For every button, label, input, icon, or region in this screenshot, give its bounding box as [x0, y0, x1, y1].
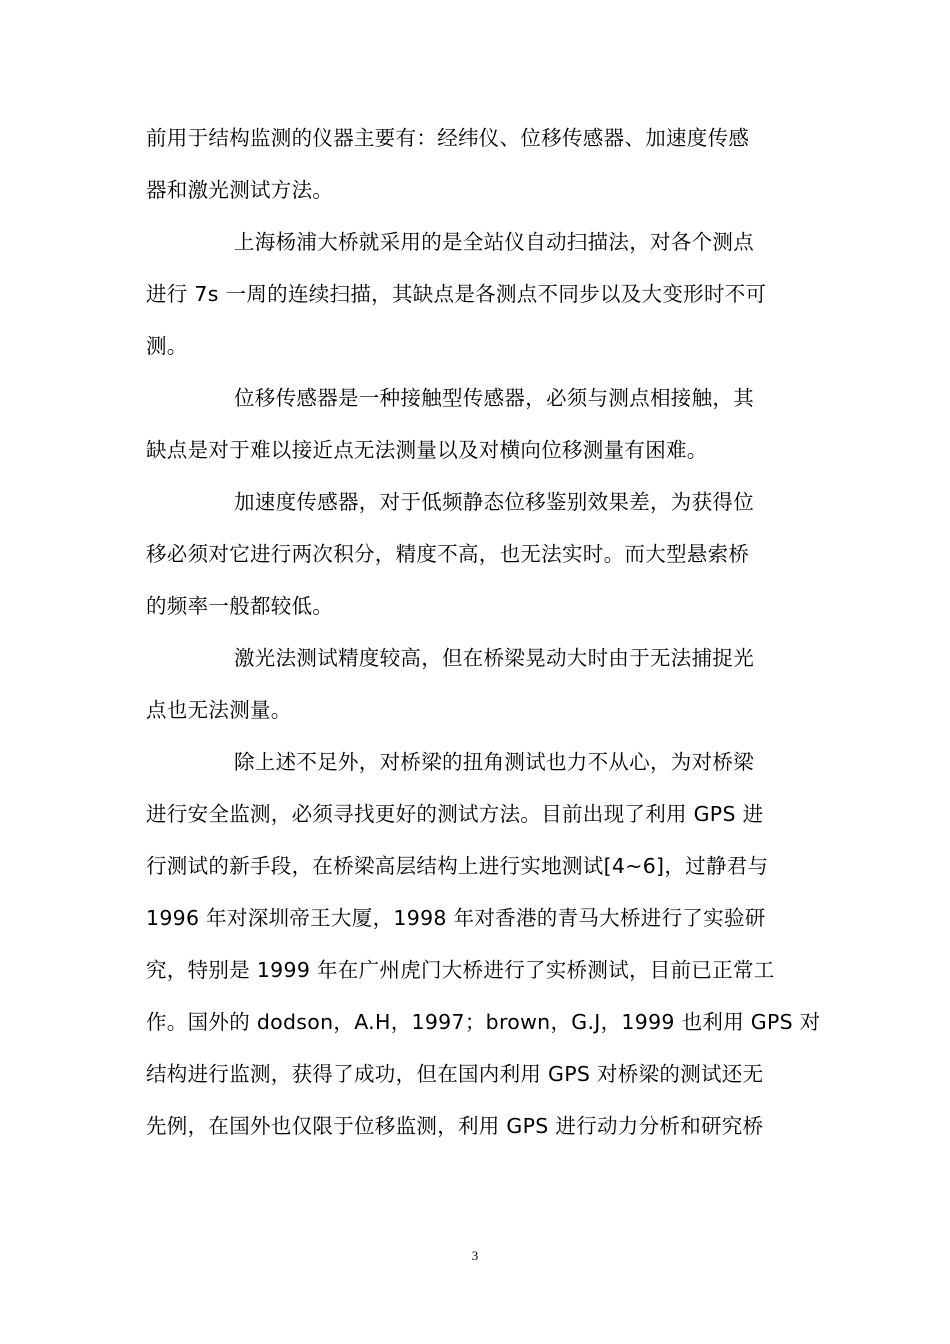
- paragraph-first-line: 除上述不足外，对桥梁的扭角测试也力不从心，为对桥梁: [234, 750, 754, 774]
- text-line: 结构进行监测，获得了成功，但在国内利用 GPS 对桥梁的测试还无: [146, 1062, 764, 1086]
- text-line: 行测试的新手段，在桥梁高层结构上进行实地测试[4~6]，过静君与: [146, 854, 769, 878]
- text-line: 的频率一般都较低。: [146, 594, 334, 618]
- text-line: 测。: [146, 334, 188, 358]
- text-line: 缺点是对于难以接近点无法测量以及对横向位移测量有困难。: [146, 438, 708, 462]
- page-number: 3: [471, 1248, 479, 1263]
- text-line: 究，特别是 1999 年在广州虎门大桥进行了实桥测试，目前已正常工: [146, 958, 775, 982]
- text-line: 器和激光测试方法。: [146, 178, 334, 202]
- paragraph-first-line: 上海杨浦大桥就采用的是全站仪自动扫描法，对各个测点: [234, 230, 754, 254]
- paragraph-first-line: 激光法测试精度较高，但在桥梁晃动大时由于无法捕捉光: [234, 646, 754, 670]
- text-line: 移必须对它进行两次积分，精度不高，也无法实时。而大型悬索桥: [146, 542, 750, 566]
- text-line: 进行 7s 一周的连续扫描，其缺点是各测点不同步以及大变形时不可: [146, 282, 767, 306]
- text-line: 1996 年对深圳帝王大厦，1998 年对香港的青马大桥进行了实验研: [146, 906, 766, 930]
- text-line: 前用于结构监测的仪器主要有：经纬仪、位移传感器、加速度传感: [146, 126, 750, 150]
- text-line: 作。国外的 dodson，A.H，1997；brown，G.J，1999 也利用 GPS 对: [146, 1010, 821, 1034]
- document-body: [146, 112, 821, 1152]
- text-line: 先例，在国外也仅限于位移监测，利用 GPS 进行动力分析和研究桥: [146, 1114, 764, 1138]
- text-line: 点也无法测量。: [146, 698, 292, 722]
- paragraph-first-line: 加速度传感器，对于低频静态位移鉴别效果差，为获得位: [234, 490, 754, 514]
- paragraph-first-line: 位移传感器是一种接触型传感器，必须与测点相接触，其: [234, 386, 754, 410]
- text-line: 进行安全监测，必须寻找更好的测试方法。目前出现了利用 GPS 进: [146, 802, 764, 826]
